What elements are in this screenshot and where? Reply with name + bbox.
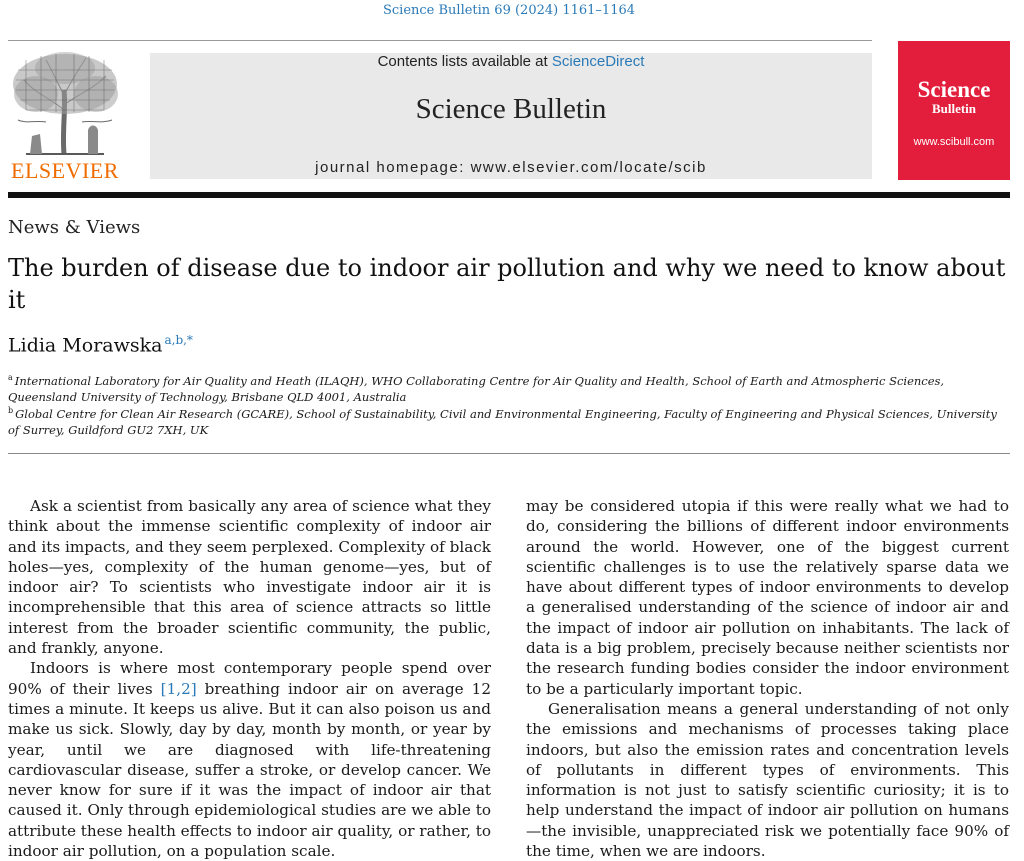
contents-line	[150, 53, 872, 70]
affiliation-text: Global Centre for Clean Air Research (GCARE), School of Sustainability, Civil and Environmental Engineering, Faculty of Engineering and Physical Sciences, University of Surrey, Guildford GU2 7XH, UK	[8, 406, 997, 437]
journal-homepage-link[interactable]: journal homepage: www.elsevier.com/locate/scib	[315, 159, 707, 176]
journal-name: Science Bulletin	[415, 93, 607, 125]
cover-subtitle: Bulletin	[931, 101, 977, 116]
journal-cover-thumbnail[interactable]	[898, 41, 1010, 180]
author-affiliation-marks[interactable]: a,b,*	[164, 333, 193, 347]
affiliation-mark: a	[8, 373, 13, 382]
body-paragraph	[8, 658, 491, 861]
journal-citation[interactable]: Science Bulletin 69 (2024) 1161–1164	[382, 3, 636, 18]
paragraph-text: Indoors is where most contemporary people spend over 90% of their lives	[8, 659, 491, 698]
affiliation-mark: b	[8, 406, 14, 415]
body-paragraph: Ask a scientist from basically any area of science what they think about the immense scientific complexity of indoor air and its impacts, and they seem perplexed. Complexity of black holes—yes, complexity of the human genome—yes, but of indoor air? To scientists who investigate indoor air it is incomprehensible that this area of science attracts so little interest from the broader scientific community, the public, and frankly, anyone.	[8, 497, 491, 658]
article-author	[8, 333, 193, 356]
body-paragraph: Generalisation means a general understanding of not only the emissions and mechanisms of processes taking place indoors, but also the emission rates and concentration levels of pollutants in different types of environments. This information is not just to satisfy scientific curiosity; it is to help understand the impact of indoor air pollution on humans—the invisible, unappreciated risk we potentially face 90% of the time, when we are indoors.	[526, 699, 1009, 861]
paragraph-text: breathing indoor air on average 12 times a minute. It keeps us alive. But it can also poison us and make us sick. Slowly, day by day, month by month, or year by year, until we are diagnosed with life-threatening cardiovascular disease, suffer a stroke, or develop cancer. We never know for sure if it was the impact of indoor air that caused it. Only through epidemiological studies are we able to attribute these health effects to indoor air quality, or rather, to indoor air pollution, on a population scale.	[8, 679, 492, 861]
cover-title: Science	[917, 77, 991, 102]
article-section: News & Views	[8, 217, 141, 238]
top-divider	[8, 40, 872, 41]
affiliation-b	[8, 403, 1010, 438]
affiliation-text: International Laboratory for Air Quality and Heath (ILAQH), WHO Collaborating Centre for Air Quality and Health, School of Earth and Atmospheric Sciences, Queensland University of Technology, Brisbane QLD 4001, Australia	[8, 373, 945, 404]
affiliation-divider	[8, 453, 1010, 454]
journal-masthead	[150, 53, 872, 179]
contents-prefix: Contents lists available at	[377, 53, 552, 70]
reference-link[interactable]: [1,2]	[160, 679, 197, 698]
body-paragraph: may be considered utopia if this were really what we had to do, considering the billions of different indoor environments around the world. However, one of the biggest current scientific challenges is to use the relatively sparse data we have about different types of indoor environments to develop a generalised understanding of the science of indoor air and the impact of indoor air pollution on inhabitants. The lack of data is a big problem, precisely because neither scientists nor the research funding bodies consider the indoor environment to be a particularly important topic.	[526, 497, 1009, 698]
author-name[interactable]: Lidia Morawska	[8, 334, 163, 357]
body-column-left	[8, 496, 491, 861]
article-title: The burden of disease due to indoor air pollution and why we need to know about it	[8, 254, 1006, 314]
body-column-right	[526, 496, 1009, 861]
sciencedirect-link[interactable]: ScienceDirect	[551, 53, 645, 70]
header-divider	[8, 192, 1010, 198]
cover-url: www.scibull.com	[913, 136, 995, 148]
affiliation-a	[8, 370, 1010, 405]
publisher-wordmark: ELSEVIER	[11, 158, 119, 183]
